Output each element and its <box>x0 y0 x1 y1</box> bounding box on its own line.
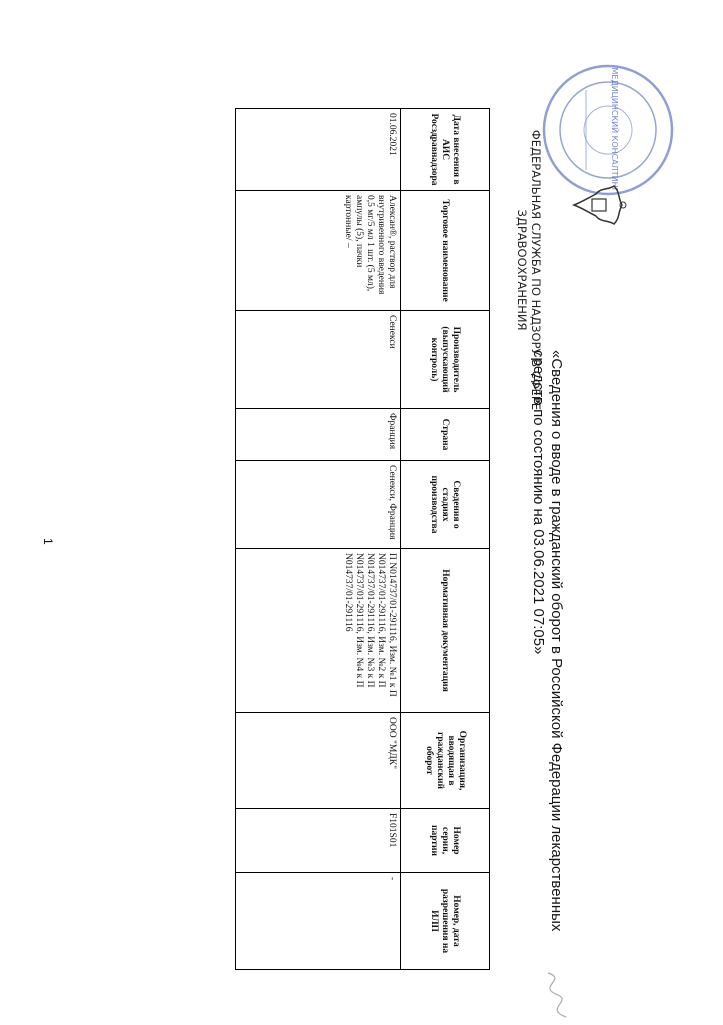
header-stages: Сведения о стадиях производства <box>401 461 490 549</box>
cell-batch: F101S01 <box>236 809 401 873</box>
header-normative: Нормативная документация <box>401 549 490 713</box>
cell-date: 01.06.2021 <box>236 109 401 191</box>
header-trade-name: Торговое наименование <box>401 191 490 311</box>
header-permit: Номер, дата разрешения на ИЛП <box>401 873 490 970</box>
cell-normative: П N014737/01-291116, Изм. №1 к П N014737/01-291116, Изм. №2 к П N014737/01-291116, Изм. №3 к П N014737/01-291116, Изм. №4 к П N014737/01-291116 <box>236 549 401 713</box>
table-header-row <box>401 109 490 970</box>
cell-permit: - <box>236 873 401 970</box>
header-country: Страна <box>401 409 490 461</box>
page-number: 1 <box>41 538 55 545</box>
agency-name: ФЕДЕРАЛЬНАЯ СЛУЖБА ПО НАДЗОРУ В СФЕРЕ ЗДРАВООХРАНЕНИЯ <box>515 129 543 411</box>
stamp-text-line1: МЕДИЦИНСКИЙ КОНСАЛТИНГ <box>610 67 619 193</box>
handwritten-signature <box>528 965 588 1025</box>
header-batch: Номер серии, партии <box>401 809 490 873</box>
double-headed-eagle-emblem <box>568 180 628 230</box>
header-manufacturer: Производитель (выпускающий контроль) <box>401 311 490 409</box>
header-date: Дата внесения в АИС Росздравнадзора <box>401 109 490 191</box>
cell-stages: Сенекси, Франция <box>236 461 401 549</box>
table-row <box>236 109 401 970</box>
cell-organization: ООО "МДК" <box>236 713 401 809</box>
medicine-registry-table <box>235 108 490 970</box>
document-title: «Сведения о вводе в гражданский оборот в Российской Федерации лекарственных средств по состоянию на 03.06.2021 07:05» <box>530 350 565 932</box>
cell-trade-name: Алексан®, раствор для внутривенного введения 0,5 мг/5 мл 1 шт. (5 мл), ампулы (5), пачки картонные/ – <box>236 191 401 311</box>
header-organization: Организация, вводящая в гражданский оборот <box>401 713 490 809</box>
cell-country: Франция <box>236 409 401 461</box>
round-seal-stamp <box>538 60 678 200</box>
cell-manufacturer: Сенекси <box>236 311 401 409</box>
